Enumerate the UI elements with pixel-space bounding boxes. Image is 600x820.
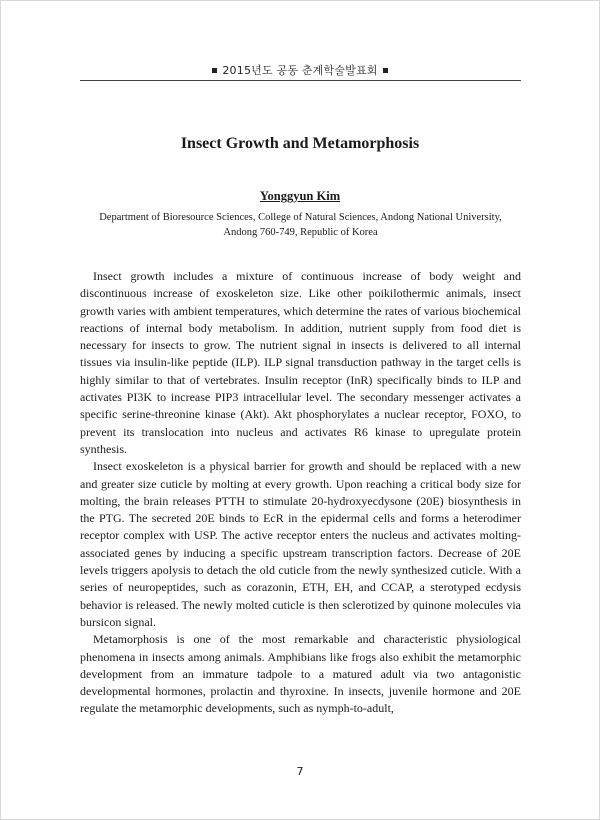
paper-title: Insect Growth and Metamorphosis bbox=[180, 135, 420, 152]
body-paragraph: Metamorphosis is one of the most remarkable and characteristic physiological phenomena in insects among animals. Amphibians like frogs also exhibit the metamorphic development from an immature tadpole to a matured adult via two antagonistic developmental hormones, prolactin and thyroxine. In insects, juvenile hormone and 20E regulate the metamorphic developments, such as nymph-to-adult, bbox=[80, 632, 521, 716]
body-paragraph: Insect exoskeleton is a physical barrier for growth and should be replaced with a new and greater size cuticle by molting at every growth. Upon reaching a critical body size for molting, the brain releases PTTH to stimulate 20-hydroxyecdysone (20E) biosynthesis in the PTG. The secreted 20E binds to EcR in the epidermal cells and forms a heterodimer receptor complex with USP. The active receptor enters the nucleus and activates molting-associated genes by inducing a specific upstream transcription factors. Decrease of 20E levels triggers apolysis to detach the old cuticle from the newly synthesized cuticle. With a series of neuropeptides, such as corazonin, ETH, EH, and CCAP, a sterotyped ecdysis behavior is released. The newly molted cuticle is then sclerotized by quinone molecules via bursicon signal. bbox=[80, 459, 521, 629]
paper-body bbox=[80, 268, 521, 718]
affiliation-line: Department of Bioresource Sciences, College of Natural Sciences, Andong National University, bbox=[99, 212, 502, 223]
running-header bbox=[0, 62, 600, 78]
paper-author: Yonggyun Kim bbox=[259, 189, 341, 203]
paper-affiliation bbox=[80, 210, 521, 240]
affiliation-line: Andong 760-749, Republic of Korea bbox=[223, 227, 378, 238]
page-number: 7 bbox=[296, 765, 304, 778]
bullet-square-icon bbox=[383, 68, 388, 73]
header-rule bbox=[80, 80, 521, 81]
bullet-square-icon bbox=[212, 68, 217, 73]
body-paragraph: Insect growth includes a mixture of continuous increase of body weight and discontinuous increase of exoskeleton size. Like other poikilothermic animals, insect growth varies with ambient temperatures, which determine the rates of various biochemical reactions of internal body metabolism. In addition, nutrient supply from food diet is necessary for insects to grow. The nutrient signal in insects is delivered to all internal tissues via insulin-like peptide (ILP). ILP signal transduction pathway in the target cells is highly similar to that of vertebrates. Insulin receptor (InR) specifically binds to ILP and activates PI3K to increase PIP3 intracellular level. The secondary messenger activates a specific serine-threonine kinase (Akt). Akt phosphorylates a nuclear receptor, FOXO, to prevent its translocation into nucleus and activates R6 kinase to upregulate protein synthesis. bbox=[80, 269, 521, 456]
running-header-text: 2015년도 공동 춘계학술발표회 bbox=[222, 64, 378, 77]
